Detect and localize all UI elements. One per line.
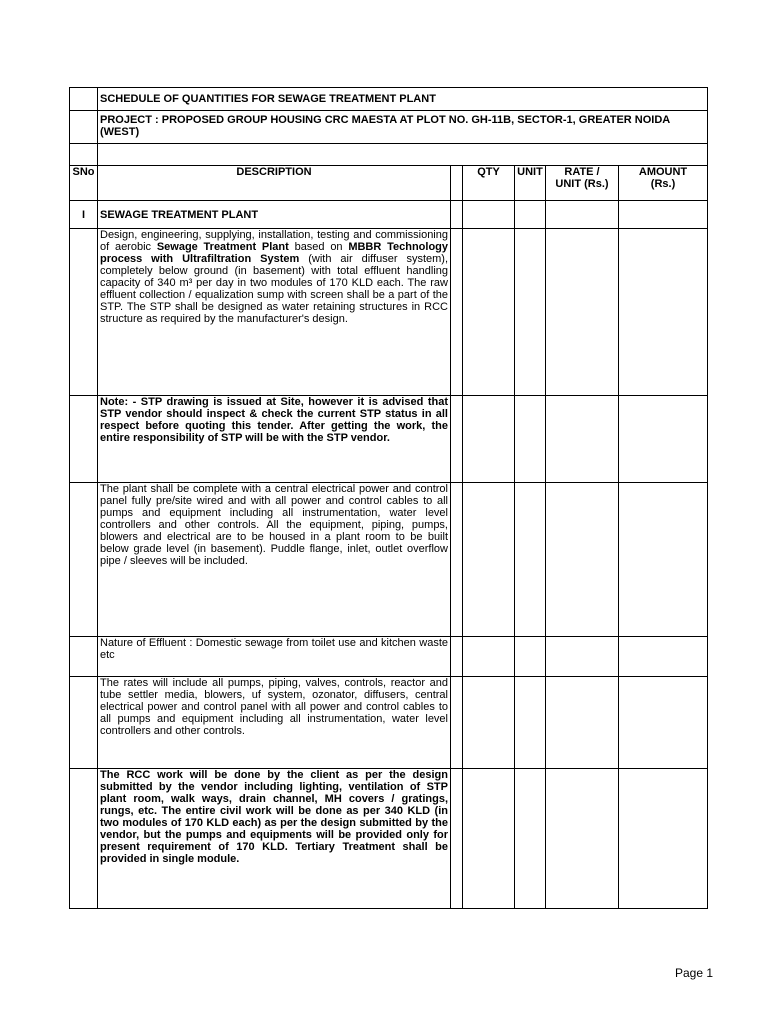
table-row (70, 677, 708, 769)
empty-cell (451, 201, 463, 229)
empty-cell (451, 637, 463, 677)
rate-cell (546, 637, 619, 677)
page-number: Page 1 (675, 966, 714, 980)
empty-cell (70, 144, 98, 166)
empty-cell (451, 677, 463, 769)
amount-cell (619, 483, 708, 637)
table-row (70, 229, 708, 396)
empty-cell (70, 396, 98, 483)
header-rate (546, 166, 619, 201)
unit-cell (515, 677, 546, 769)
desc-text: (with air diffuser system), completely below ground (in basement) with total effluent handling capacity of 340 m³ per day in two modules of 170 KLD each. The raw effluent collection / equalization sump with screen shall be a part of the STP. The STP shall be designed as water retaining structures in RCC structure as required by the manufacturer's design. (100, 253, 448, 325)
rate-cell (546, 769, 619, 909)
qty-cell (463, 483, 515, 637)
document-title: SCHEDULE OF QUANTITIES FOR SEWAGE TREATMENT PLANT (98, 88, 708, 111)
rate-cell (546, 677, 619, 769)
amount-cell (619, 637, 708, 677)
item-description: Note: - STP drawing is issued at Site, however it is advised that STP vendor should inspect & check the current STP status in all respect before quoting this tender. After getting the work, the entire responsibility of STP will be with the STP vendor. (98, 396, 451, 483)
empty-cell (463, 201, 515, 229)
empty-cell (70, 483, 98, 637)
amount-cell (619, 229, 708, 396)
item-description: The RCC work will be done by the client as per the design submitted by the vendor including lighting, ventilation of STP plant room, walk ways, drain channel, MH covers / gratings, rungs, etc. The entire civil work will be done as per 340 KLD (in two modules of 170 KLD each) as per the design submitted by the vendor, but the pumps and equipments will be provided only for present requirement of 170 KLD. Tertiary Treatment shall be provided in single module. (98, 769, 451, 909)
header-rate-line2: UNIT (Rs.) (555, 178, 609, 190)
section-row (70, 201, 708, 229)
desc-bold-text: MBBR Technology process with Ultrafiltration System (100, 241, 449, 265)
empty-cell (70, 88, 98, 111)
table-row (70, 637, 708, 677)
item-description: Nature of Effluent : Domestic sewage from toilet use and kitchen waste etc (98, 637, 451, 677)
empty-cell (70, 677, 98, 769)
boq-table (69, 87, 708, 909)
empty-cell (70, 229, 98, 396)
empty-cell (451, 396, 463, 483)
spacer-row (70, 144, 708, 166)
empty-cell (546, 201, 619, 229)
desc-bold-text: Sewage Treatment Plant (156, 241, 289, 253)
empty-cell (70, 111, 98, 144)
header-description: DESCRIPTION (98, 166, 451, 201)
qty-cell (463, 637, 515, 677)
header-amount-line2: (Rs.) (650, 178, 676, 190)
item-description (98, 229, 451, 396)
header-qty: QTY (463, 166, 515, 201)
desc-text: based on (288, 241, 349, 253)
qty-cell (463, 229, 515, 396)
header-amount (619, 166, 708, 201)
amount-cell (619, 769, 708, 909)
qty-cell (463, 677, 515, 769)
empty-cell (98, 144, 708, 166)
empty-cell (451, 769, 463, 909)
rate-cell (546, 229, 619, 396)
header-amount-line1: AMOUNT (638, 166, 688, 178)
qty-cell (463, 396, 515, 483)
table-row (70, 396, 708, 483)
header-row (70, 166, 708, 201)
desc-text: Design, engineering, supplying, installation, testing and commissioning of aerobic (100, 229, 448, 253)
empty-cell (451, 483, 463, 637)
empty-cell (515, 201, 546, 229)
unit-cell (515, 229, 546, 396)
header-sno: SNo (70, 166, 98, 201)
empty-cell (619, 201, 708, 229)
item-description: The rates will include all pumps, piping, valves, controls, reactor and tube settler media, blowers, uf system, ozonator, diffusers, central electrical power and control panel with all power and control cables to all pumps and equipment including all instrumentation, water level controllers and other controls. (98, 677, 451, 769)
project-title: PROJECT : PROPOSED GROUP HOUSING CRC MAESTA AT PLOT NO. GH-11B, SECTOR-1, GREATER NOIDA (WEST) (98, 111, 708, 144)
amount-cell (619, 396, 708, 483)
amount-cell (619, 677, 708, 769)
section-sno: I (70, 201, 98, 229)
qty-cell (463, 769, 515, 909)
header-rate-line1: RATE / (564, 166, 600, 178)
unit-cell (515, 637, 546, 677)
table-row (70, 483, 708, 637)
item-description: The plant shall be complete with a central electrical power and control panel fully pre/site wired and with all power and control cables to all pumps and equipment including all instrumentation, water level controllers and other controls. All the equipment, piping, pumps, blowers and electrical are to be housed in a plant room to be built below grade level (in basement). Puddle flange, inlet, outlet overflow pipe / sleeves will be included. (98, 483, 451, 637)
empty-cell (451, 166, 463, 201)
rate-cell (546, 396, 619, 483)
empty-cell (70, 637, 98, 677)
rate-cell (546, 483, 619, 637)
unit-cell (515, 483, 546, 637)
table-row (70, 769, 708, 909)
unit-cell (515, 396, 546, 483)
section-label: SEWAGE TREATMENT PLANT (98, 201, 451, 229)
empty-cell (70, 769, 98, 909)
title-row (70, 88, 708, 111)
header-unit: UNIT (515, 166, 546, 201)
project-row (70, 111, 708, 144)
unit-cell (515, 769, 546, 909)
empty-cell (451, 229, 463, 396)
